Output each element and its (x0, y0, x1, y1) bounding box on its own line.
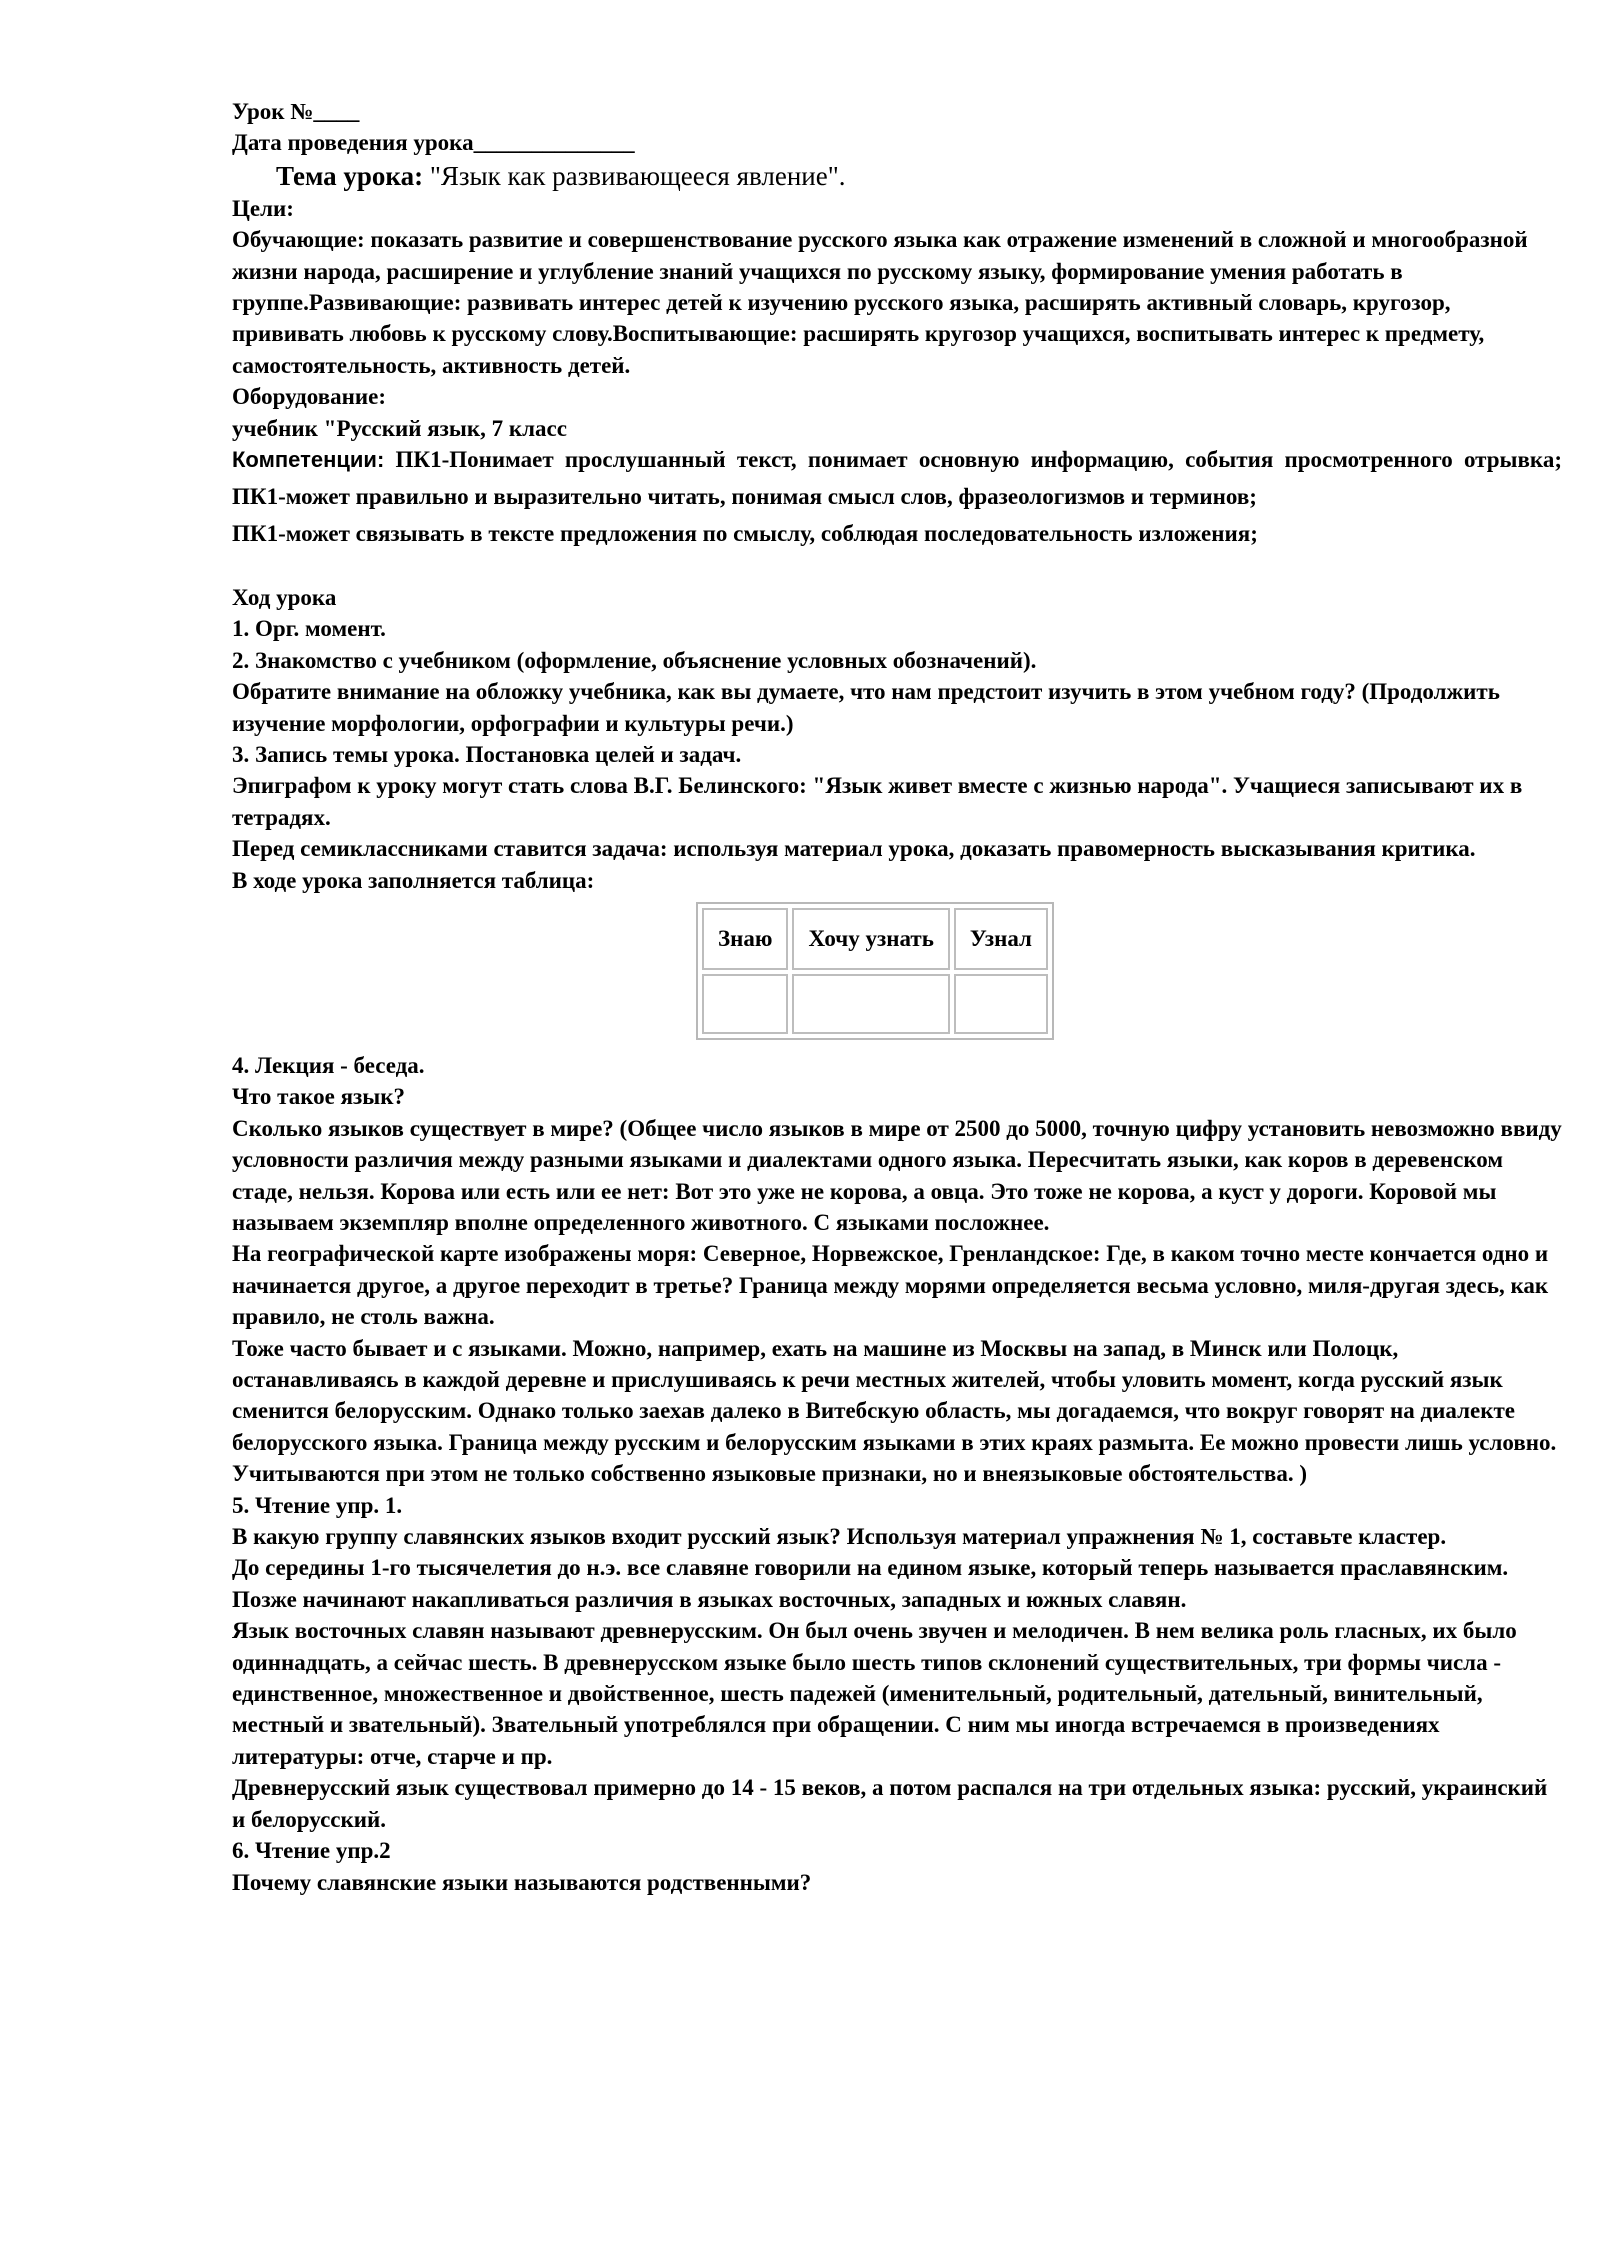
competency-2: ПК1-может правильно и выразительно читать, понимая смысл слов, фразеологизмов и терминов; (232, 484, 1257, 510)
question-related-languages: Почему славянские языки называются родственными? (232, 1869, 812, 1895)
kwl-header-row (702, 908, 1048, 970)
lecture-paragraph-4: В какую группу славянских языков входит русский язык? Используя материал упражнения № 1, составьте кластер. (232, 1524, 1447, 1550)
lecture-paragraph-2: На географической карте изображены моря: Северное, Норвежское, Гренландское: Где, в каком точно месте кончается одно и начинается другое, а другое переходит в третье? Граница между морями определяется весьма условно, миля-другая здесь, как правило, не столь важна. (232, 1241, 1549, 1330)
goals-text: Обучающие: показать развитие и совершенствование русского языка как отражение изменений в сложной и многообразной жизни народа, расширение и углубление знаний учащихся по русскому языку, формирование умения работать в группе.Развивающие: развивать интерес детей к изучению русского языка, расширять активный словарь, кругозор, прививать любовь к русскому слову.Воспитывающие: расширять кругозор учащихся, воспитывать интерес к предмету, самостоятельность, активность детей. (232, 227, 1528, 378)
lecture-paragraph-1: Сколько языков существует в мире? (Общее число языков в мире от 2500 до 5000, точную цифру установить невозможно ввиду условности различия между разными языками и диалектами одного языка. Пересчитать языки, как коров в деревенском стаде, нельзя. Корова или есть или ее нет: Вот это уже не корова, а овца. Это тоже не корова, а куст у дороги. Коровой мы называем экземпляр вполне определенного животного. С языками посложнее. (232, 1115, 1562, 1235)
competency-3: ПК1-может связывать в тексте предложения по смыслу, соблюдая последовательность изложения; (232, 521, 1258, 547)
competencies-label: Компетенции: (232, 447, 385, 473)
lecture-paragraph-5: До середины 1-го тысячелетия до н.э. все славяне говорили на едином языке, который теперь называется праславянским. Позже начинают накапливаться различия в языках восточных, западных и южных славян. (232, 1555, 1509, 1612)
lesson-date: Дата проведения урока______________ (232, 130, 635, 156)
document-page (232, 96, 1562, 1898)
kwl-header-learned: Узнал (954, 908, 1048, 970)
competency-1 (232, 444, 1562, 475)
step-2-text: Обратите внимание на обложку учебника, как вы думаете, что нам предстоит изучить в этом учебном году? (Продолжить изучение морфологии, орфографии и культуры речи.) (232, 679, 1500, 736)
step-3-table-intro: В ходе урока заполняется таблица: (232, 867, 595, 893)
kwl-cell-learned (954, 974, 1048, 1034)
step-2: 2. Знакомство с учебником (оформление, объяснение условных обозначений). (232, 647, 1037, 673)
kwl-cell-want (792, 974, 949, 1034)
lecture-paragraph-6: Язык восточных славян называют древнерусским. Он был очень звучен и мелодичен. В нем велика роль гласных, их было одиннадцать, а сейчас шесть. В древнерусском языке было шесть типов склонений существительных, три формы числа - единственное, множественное и двойственное, шесть падежей (именительный, родительный, дательный, винительный, местный и звательный). Звательный употреблялся при обращении. С ним мы иногда встречаемся в произведениях литературы: отче, старче и пр. (232, 1618, 1517, 1769)
step-3-task: Перед семиклассниками ставится задача: используя материал урока, доказать правомерность высказывания критика. (232, 836, 1476, 862)
step-6: 6. Чтение упр.2 (232, 1838, 391, 1864)
lecture-paragraph-7: Древнерусский язык существовал примерно до 14 - 15 веков, а потом распался на три отдельных языка: русский, украинский и белорусский. (232, 1775, 1548, 1832)
kwl-header-want: Хочу узнать (792, 908, 949, 970)
kwl-table (696, 902, 1054, 1040)
kwl-header-know: Знаю (702, 908, 788, 970)
step-3-epigraph: Эпиграфом к уроку могут стать слова В.Г. Белинского: "Язык живет вместе с жизнью народа". Учащиеся записывают их в тетрадях. (232, 773, 1523, 830)
topic-label: Тема урока: (276, 160, 424, 191)
lesson-number: Урок №____ (232, 99, 360, 124)
step-1: 1. Орг. момент. (232, 616, 386, 642)
equipment-heading: Оборудование: (232, 384, 386, 410)
competency-1-text: ПК1-Понимает прослушанный текст, понимает основную информацию, события просмотренного отрывка; (384, 447, 1562, 473)
question-what-is-language: Что такое язык? (232, 1084, 406, 1110)
step-5: 5. Чтение упр. 1. (232, 1492, 403, 1518)
equipment-text: учебник "Русский язык, 7 класс (232, 415, 567, 441)
step-4: 4. Лекция - беседа. (232, 1052, 425, 1078)
kwl-empty-row (702, 974, 1048, 1034)
goals-heading: Цели: (232, 195, 294, 221)
topic-value: "Язык как развивающееся явление". (423, 160, 846, 191)
step-3: 3. Запись темы урока. Постановка целей и задач. (232, 741, 742, 767)
lecture-paragraph-3: Тоже часто бывает и с языками. Можно, например, ехать на машине из Москвы на запад, в Минск или Полоцк, останавливаясь в каждой деревне и прислушиваясь к речи местных жителей, чтобы уловить момент, когда русский язык сменится белорусским. Однако только заехав далеко в Витебскую область, мы догадаемся, что вокруг говорят на диалекте белорусского языка. Граница между русским и белорусским языками в этих краях размыта. Ее можно провести лишь условно. Учитываются при этом не только собственно языковые признаки, но и внеязыковые обстоятельства. ) (232, 1335, 1557, 1487)
kwl-cell-know (702, 974, 788, 1034)
lesson-topic (276, 159, 1562, 193)
course-heading: Ход урока (232, 584, 337, 610)
